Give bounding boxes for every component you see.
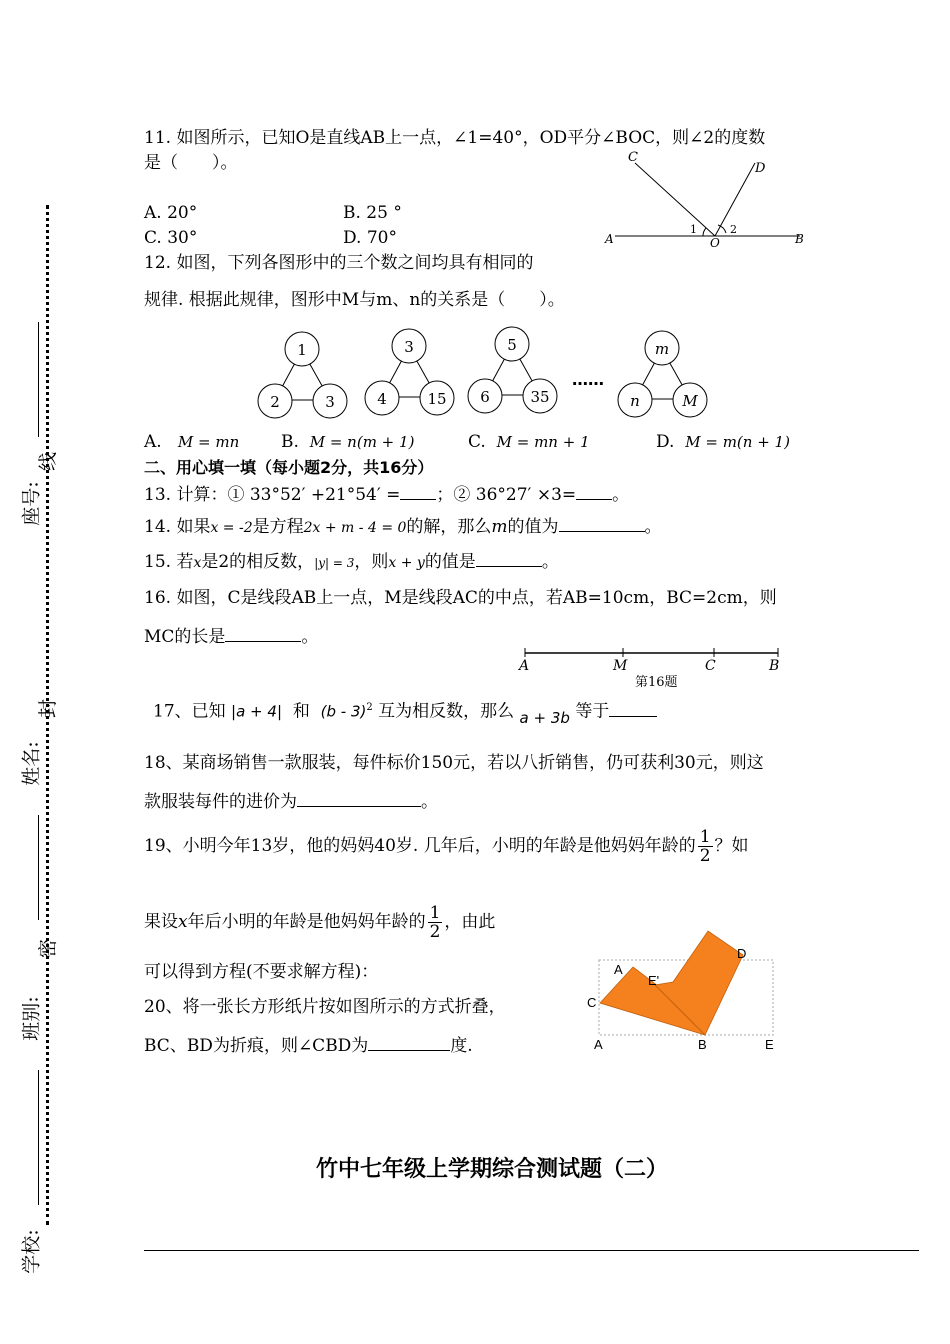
q20-line1: 20、将一张长方形纸片按如图所示的方式折叠， xyxy=(144,997,506,1017)
q20-blank[interactable] xyxy=(368,1034,450,1051)
svg-text:A: A xyxy=(614,962,623,977)
q20-fold-figure xyxy=(585,925,785,1055)
svg-text:B: B xyxy=(769,658,780,674)
q14-blank[interactable] xyxy=(559,515,645,532)
q11-label-d: D xyxy=(755,161,766,176)
q11-angle-figure xyxy=(600,145,815,255)
triangle-group-1 xyxy=(258,332,347,418)
svg-text:15: 15 xyxy=(427,390,447,408)
q19-line3: 可以得到方程(不要求解方程)： xyxy=(144,962,379,982)
q12-dots: …… xyxy=(572,370,604,389)
svg-text:C: C xyxy=(705,658,716,674)
q16-segment-figure xyxy=(515,643,785,691)
bottom-rule xyxy=(144,1250,919,1251)
q19-line2: 果设x年后小明的年龄是他妈妈年龄的 $\frac{1}{2}$ ，由此 xyxy=(144,903,496,942)
class-line xyxy=(38,1070,39,1205)
q18-line2: 款服装每件的进价为 。 xyxy=(144,792,438,812)
q16-line2: MC的长是 。 xyxy=(144,627,319,647)
q12-option-a: A. M = mn xyxy=(144,432,240,452)
svg-text:D: D xyxy=(737,946,747,961)
q19-line1: 19、小明今年13岁，他的妈妈40岁. 几年后，小明的年龄是他妈妈年龄的 $\frac{1}{2}$ ？如 xyxy=(144,827,749,866)
svg-text:3: 3 xyxy=(325,393,335,411)
q11-label-c: C xyxy=(628,150,638,165)
q17-blank[interactable] xyxy=(609,700,657,717)
q15-blank[interactable] xyxy=(476,550,542,567)
triangle-group-4 xyxy=(618,331,707,417)
svg-text:2: 2 xyxy=(270,393,280,411)
q11-line1: 11. 如图所示，已知O是直线AB上一点，∠1=40°，OD平分∠BOC，则∠2的度数 xyxy=(144,128,766,148)
q12-triangles-figure xyxy=(250,325,720,425)
seat-label: 座号: xyxy=(20,481,43,526)
q19-fraction-2: $\frac{1}{2}$ xyxy=(429,903,441,942)
svg-text:C: C xyxy=(587,995,597,1010)
q11-label-b: B xyxy=(795,232,804,246)
q12-option-c: C. M = mn + 1 xyxy=(468,432,590,452)
q11-option-c: C. 30° xyxy=(144,228,198,248)
q16-caption: 第16题 xyxy=(635,675,678,690)
q11-option-b: B. 25 ° xyxy=(343,203,402,223)
q20-line2: BC、BD为折痕，则∠CBD为 度. xyxy=(144,1036,473,1056)
q12-line2: 规律. 根据此规律，图形中M与m、n的关系是（ ）。 xyxy=(144,290,565,310)
svg-text:1: 1 xyxy=(297,341,307,359)
q12-line1: 12. 如图，下列各图形中的三个数之间均具有相同的 xyxy=(144,253,534,273)
section2-heading: 二、用心填一填（每小题2分，共16分） xyxy=(144,458,434,477)
triangle-group-3 xyxy=(468,327,557,413)
q13-blank-2[interactable] xyxy=(576,483,612,500)
q11-label-o: O xyxy=(710,236,720,250)
svg-text:E': E' xyxy=(648,973,660,988)
q16-blank[interactable] xyxy=(225,625,301,642)
svg-text:B: B xyxy=(698,1037,707,1052)
seal-char-xian: 线 xyxy=(37,451,60,472)
svg-text:M: M xyxy=(613,658,628,674)
seal-char-mi: 密 xyxy=(37,938,60,959)
triangle-group-2 xyxy=(365,329,454,415)
q11-line2: 是（ ）。 xyxy=(144,153,238,173)
exam-title: 竹中七年级上学期综合测试题（二） xyxy=(316,1157,669,1182)
q11-label-angle1: 1 xyxy=(690,223,697,236)
name-label: 姓名: xyxy=(20,741,43,786)
svg-text:3: 3 xyxy=(404,338,414,356)
q14: 14. 如果x = -2是方程2x + m - 4 = 0的解，那么m的值为 。 xyxy=(144,517,662,537)
svg-text:6: 6 xyxy=(480,388,490,406)
class-label: 班别: xyxy=(20,996,43,1041)
q15: 15. 若x是2的相反数，|y| = 3，则x + y的值是 。 xyxy=(144,552,559,572)
svg-text:E: E xyxy=(765,1037,774,1052)
seal-char-feng: 封 xyxy=(37,698,60,719)
svg-text:A: A xyxy=(594,1037,603,1052)
svg-text:M: M xyxy=(682,392,698,410)
svg-text:4: 4 xyxy=(377,390,387,408)
q11-label-angle2: 2 xyxy=(730,223,737,236)
svg-text:5: 5 xyxy=(507,336,517,354)
name-line xyxy=(38,815,39,920)
svg-text:35: 35 xyxy=(530,388,550,406)
q18-line1: 18、某商场销售一款服装，每件标价150元，若以八折销售，仍可获利30元，则这 xyxy=(144,753,764,773)
q13-blank-1[interactable] xyxy=(400,483,436,500)
svg-text:m: m xyxy=(654,340,670,358)
q11-label-a: A xyxy=(605,232,614,246)
svg-text:A: A xyxy=(519,658,530,674)
q12-option-d: D. M = m(n + 1) xyxy=(656,432,790,452)
svg-text:n: n xyxy=(630,392,640,410)
q18-blank[interactable] xyxy=(297,790,421,807)
school-label: 学校: xyxy=(20,1229,43,1274)
q17: 17、已知 |a + 4| 和 (b - 3)$^2$ 互为相反数，那么 a + 3b 等于 xyxy=(153,698,657,722)
q19-fraction-1: $\frac{1}{2}$ xyxy=(699,827,711,866)
q11-option-d: D. 70° xyxy=(343,228,397,248)
q16-line1: 16. 如图，C是线段AB上一点，M是线段AC的中点，若AB=10cm，BC=2cm，则 xyxy=(144,588,777,608)
q12-option-b: B. M = n(m + 1) xyxy=(281,432,415,452)
q11-option-a: A. 20° xyxy=(144,203,198,223)
seat-line xyxy=(38,322,39,437)
q13: 13. 计算：① 33°52′ +21°54′ = ；② 36°27′ ×3= 。 xyxy=(144,485,630,505)
